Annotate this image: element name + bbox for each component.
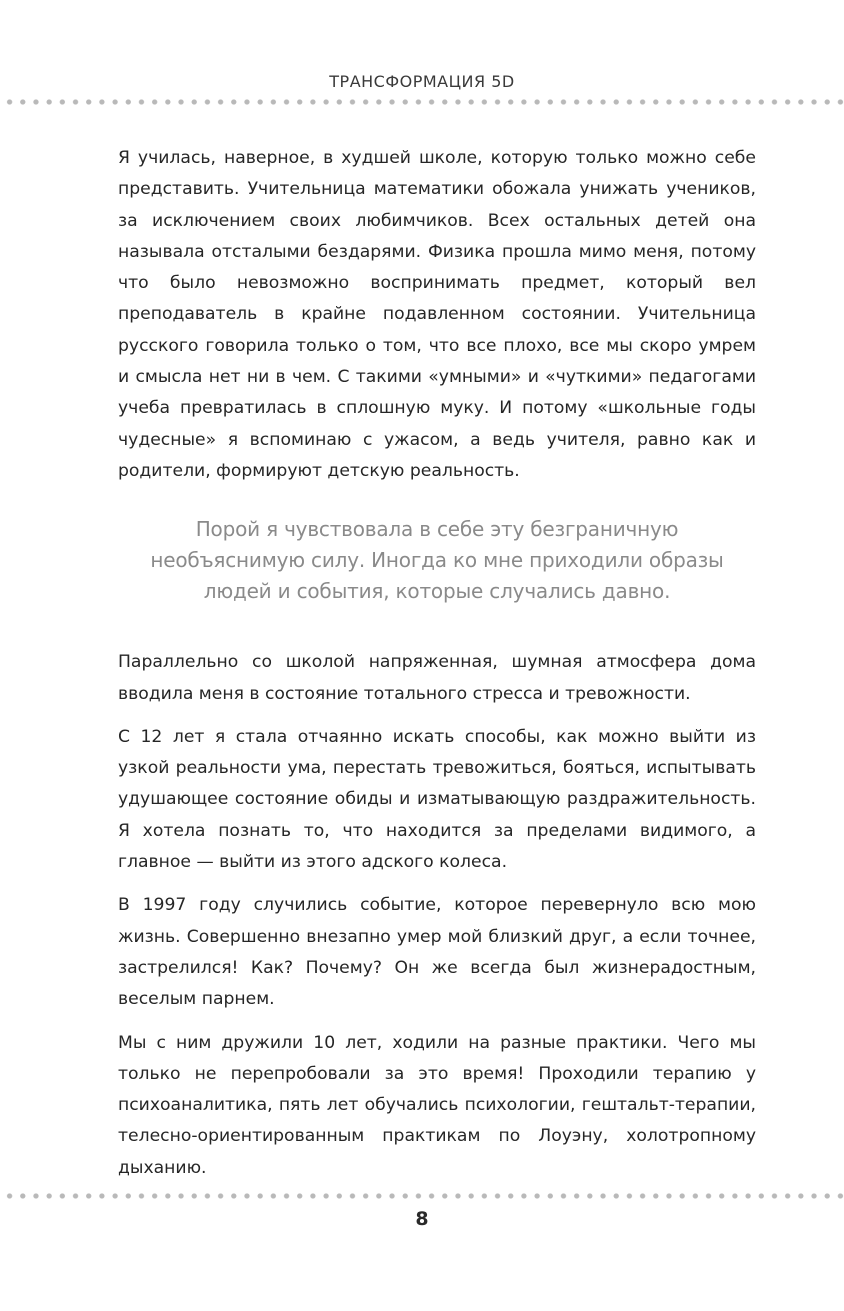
body-paragraph: Мы с ним дружили 10 лет, ходили на разные практики. Чего мы только не перепробовали за это время! Проходили терапию у психоаналитика, пять лет обучались психологии, гештальт-терапии, телесно-ориентированным практикам по Лоуэну, холотропному дыханию. xyxy=(118,1032,756,1178)
page-number: 8 xyxy=(415,1208,429,1230)
pull-quote: Порой я чувствовала в себе эту безграничную необъяснимую силу. Иногда ко мне приходили образы людей и события, которые случались давно. xyxy=(150,517,724,604)
running-header: ТРАНСФОРМАЦИЯ 5D xyxy=(329,72,515,91)
header-dotted-rule xyxy=(0,99,844,105)
body-paragraph: Я училась, наверное, в худшей школе, которую только можно себе представить. Учительница математики обожала унижать учеников, за исключением своих любимчиков. Всех остальных детей она называла отсталыми бездарями. Физика прошла мимо меня, потому что было невозможно воспринимать предмет, который вел преподаватель в крайне подавленном состоянии. Учительница русского говорила только о том, что все плохо, все мы скоро умрем и смысла нет ни в чем. С такими «умными» и «чуткими» педагогами учеба превратилась в сплошную муку. И потому «школьные годы чудесные» я вспоминаю с ужасом, а ведь учителя, равно как и родители, формируют детскую реальность. xyxy=(118,148,756,481)
body-paragraph: В 1997 году случились событие, которое перевернуло всю мою жизнь. Совершенно внезапно умер мой близкий друг, а если точнее, застрелился! Как? Почему? Он же всегда был жизнерадостным, веселым парнем. xyxy=(118,895,756,1010)
body-paragraph: Параллельно со школой напряженная, шумная атмосфера дома вводила меня в состояние тотального стресса и тревожности. xyxy=(118,652,756,704)
body-paragraph: С 12 лет я стала отчаянно искать способы, как можно выйти из узкой реальности ума, перестать тревожиться, бояться, испытывать удушающее состояние обиды и изматывающую раздражительность. Я хотела познать то, что находится за пределами видимого, а главное — выйти из этого адского колеса. xyxy=(118,726,756,873)
page-body xyxy=(118,143,756,1184)
footer-dotted-rule xyxy=(0,1193,844,1199)
